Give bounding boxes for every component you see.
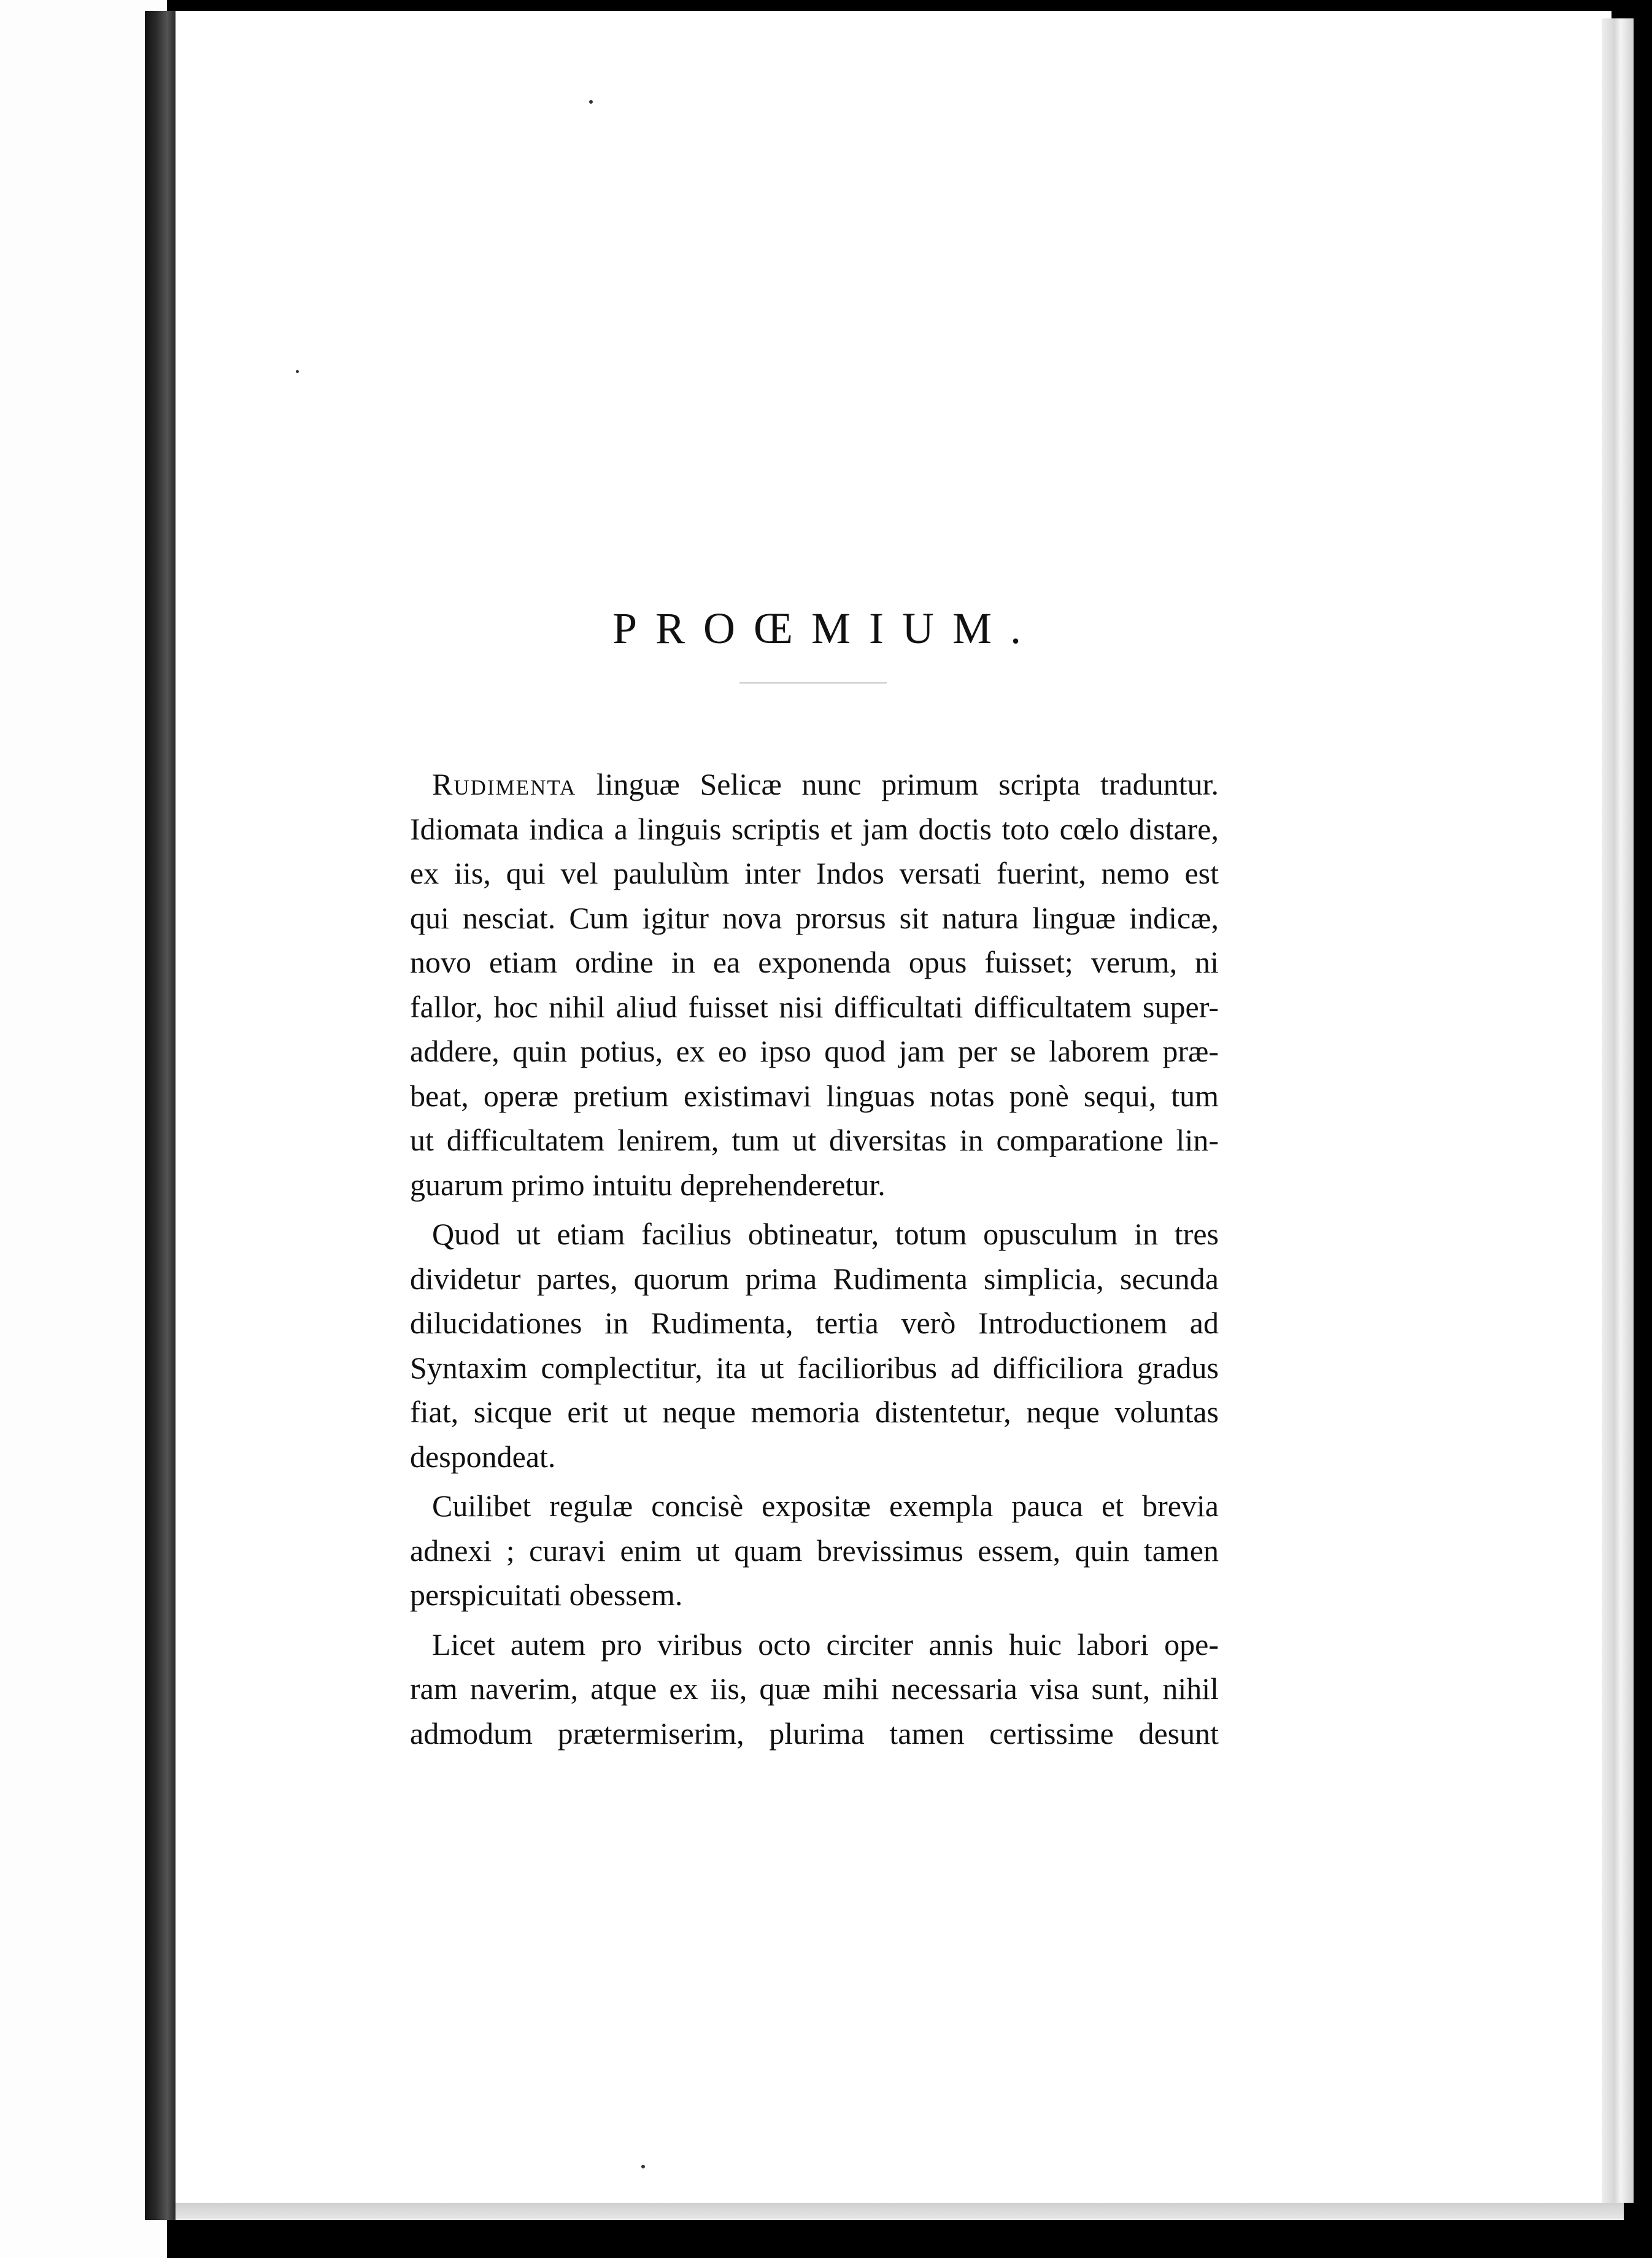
- facing-page-edge: [0, 0, 167, 2258]
- text-line: fallor, hoc nihil aliud fuisset nisi difficultati difficultatem super-: [410, 989, 1219, 1024]
- text-line: Rudimenta linguæ Selicæ nunc primum scripta traduntur.: [432, 767, 1219, 801]
- text-line: ut difficultatem lenirem, tum ut diversitas in comparatione lin-: [410, 1123, 1219, 1157]
- title-rule: [739, 682, 887, 684]
- paragraph: [410, 1622, 1219, 1756]
- text-line: Cuilibet regulæ concisè expositæ exempla pauca et brevia: [432, 1489, 1219, 1523]
- text-line: addere, quin potius, ex eo ipso quod jam per se laborem præ-: [410, 1034, 1219, 1068]
- paragraph: [410, 762, 1219, 1207]
- lead-word: Rudimenta: [432, 767, 577, 801]
- text-line: novo etiam ordine in ea exponenda opus fuisset; verum, ni: [410, 945, 1219, 979]
- scan-speck: [296, 370, 299, 373]
- text-line: Quod ut etiam facilius obtineatur, totum opusculum in tres: [432, 1217, 1219, 1251]
- text-line: Idiomata indica a linguis scriptis et jam doctis toto cœlo distare,: [410, 811, 1219, 846]
- paragraph: [410, 1212, 1219, 1479]
- text-line: despondeat.: [410, 1439, 556, 1474]
- text-line: qui nesciat. Cum igitur nova prorsus sit natura linguæ indicæ,: [410, 900, 1219, 935]
- scan-speck: [641, 2165, 645, 2168]
- page-title: PROŒMIUM.: [612, 604, 1040, 653]
- text-line: perspicuitati obessem.: [410, 1578, 683, 1612]
- text-line: beat, operæ pretium existimavi linguas notas ponè sequi, tum: [410, 1078, 1219, 1113]
- text-line: Licet autem pro viribus octo circiter annis huic labori ope-: [432, 1627, 1219, 1662]
- text-line: dilucidationes in Rudimenta, tertia verò Introductionem ad: [410, 1306, 1219, 1340]
- text-line: admodum prætermiserim, plurima tamen certissime desunt: [410, 1716, 1219, 1751]
- text-line: fiat, sicque erit ut neque memoria distentetur, neque voluntas: [410, 1395, 1219, 1429]
- book-gutter: [145, 11, 177, 2220]
- text-line: dividetur partes, quorum prima Rudimenta simplicia, secunda: [410, 1261, 1219, 1296]
- text-line: ex iis, qui vel paululùm inter Indos versati fuerint, nemo est: [410, 856, 1219, 890]
- text-line: Syntaxim complectitur, ita ut facilioribus ad difficiliora gradus: [410, 1350, 1219, 1385]
- paragraph: [410, 1484, 1219, 1617]
- text-line: guarum primo intuitu deprehenderetur.: [410, 1167, 886, 1202]
- scan-speck: [589, 100, 593, 104]
- page-bottom-edge: [176, 2203, 1624, 2220]
- text-line: adnexi ; curavi enim ut quam brevissimus essem, quin tamen: [410, 1533, 1219, 1568]
- page-stack-edge: [1602, 18, 1634, 2203]
- text-line: ram naverim, atque ex iis, quæ mihi necessaria visa sunt, nihil: [410, 1671, 1219, 1706]
- body-text: [410, 762, 1219, 1760]
